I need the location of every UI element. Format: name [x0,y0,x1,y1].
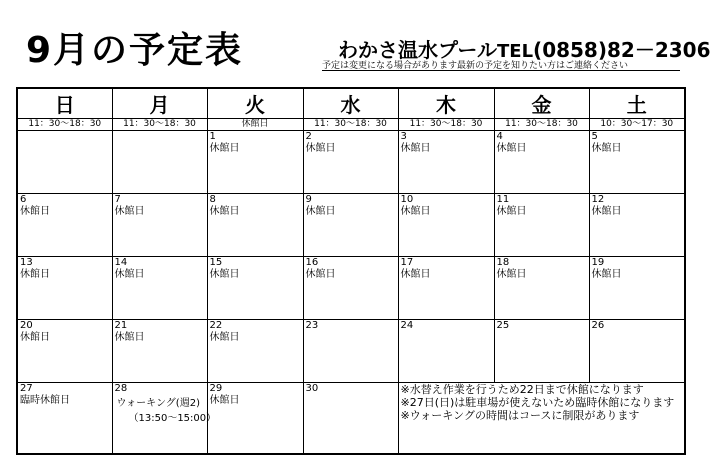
opening-hours: 11：30～18：30 [303,119,398,131]
day-number: 10 [400,194,414,205]
day-cell [398,320,494,383]
day-status: 休館日 [114,332,145,343]
day-cell [207,131,303,194]
day-cell [398,194,494,257]
day-number: 15 [209,257,223,268]
day-number: 27 [20,383,33,394]
opening-hours: 11：30～18：30 [112,119,207,131]
day-number: 16 [305,257,319,268]
day-status: 休館日 [305,269,336,280]
day-number: 7 [114,194,121,205]
day-status: 休館日 [496,269,527,280]
day-status: 休館日 [591,269,622,280]
day-status: 休館日 [114,206,145,217]
day-status: 臨時休館日 [20,395,70,406]
day-cell [589,257,685,320]
day-cell [112,194,207,257]
day-status: 休館日 [400,143,431,154]
tel-number: (0858)82－2306 [533,38,711,62]
day-cell [112,257,207,320]
day-number: 1 [209,131,216,142]
day-cell [398,257,494,320]
opening-hours: 11：30～18：30 [398,119,494,131]
day-cell [17,383,112,455]
day-status: 休館日 [209,332,240,343]
day-number: 19 [591,257,605,268]
week-row [17,320,685,383]
day-number: 21 [114,320,128,331]
day-number: 29 [209,383,223,394]
opening-hours: 休館日 [207,119,303,131]
weekday-header: 水 [303,88,398,119]
weekday-header: 木 [398,88,494,119]
opening-hours: 10：30～17：30 [589,119,685,131]
header-note: 予定は変更になる場合があります最新の予定を知りたい方はご連絡ください [322,61,629,71]
note-item: ※ウォーキングの時間はコースに制限があります [400,409,640,422]
day-number: 5 [591,131,598,142]
page-title: 9月の予定表 [26,30,244,71]
notes-cell [398,383,685,455]
day-number: 11 [496,194,510,205]
day-number: 4 [496,131,503,142]
day-cell [303,383,398,455]
day-cell [17,320,112,383]
day-number: 23 [305,320,319,331]
weekday-header: 日 [17,88,112,119]
note-item: ※水替え作業を行うため22日まで休館になります [400,383,644,396]
day-cell [398,131,494,194]
weekday-header: 金 [494,88,589,119]
tel-label: TEL [497,41,534,62]
pool-name: わかさ温水プール [338,38,497,62]
day-status: 休館日 [20,206,50,217]
day-number: 22 [209,320,223,331]
day-cell [207,383,303,455]
weekday-header: 土 [589,88,685,119]
day-status: 休館日 [591,206,622,217]
day-status: 休館日 [496,143,527,154]
day-status: 休館日 [209,143,240,154]
day-status: 休館日 [305,143,336,154]
day-number: 8 [209,194,216,205]
day-number: 13 [20,257,33,268]
day-cell [207,320,303,383]
day-status: 休館日 [305,206,336,217]
weekday-row [17,88,685,119]
week-row [17,194,685,257]
day-cell [589,131,685,194]
day-number: 17 [400,257,414,268]
week-row [17,131,685,194]
day-cell [207,257,303,320]
day-cell [494,257,589,320]
day-status: 休館日 [400,206,431,217]
day-status: 休館日 [591,143,622,154]
day-cell [494,194,589,257]
day-cell [207,194,303,257]
day-number: 18 [496,257,510,268]
day-cell [303,131,398,194]
weekday-header: 火 [207,88,303,119]
day-number: 9 [305,194,312,205]
day-status: 休館日 [114,269,145,280]
day-number: 12 [591,194,605,205]
opening-hours: 11：30～18：30 [494,119,589,131]
day-number: 24 [400,320,414,331]
day-status: 休館日 [20,332,50,343]
day-status: 休館日 [20,269,50,280]
day-cell [17,257,112,320]
day-cell [17,194,112,257]
day-cell [589,320,685,383]
note-item: ※27日(日)は駐車場が使えないため臨時休館になります [400,396,675,409]
walking-event: ウォーキング(週2) [116,398,200,409]
day-cell [494,131,589,194]
day-number: 30 [305,383,319,394]
day-cell [494,320,589,383]
day-status: 休館日 [209,269,240,280]
day-cell [112,131,207,194]
day-status: 休館日 [209,206,240,217]
week-row [17,383,685,455]
day-cell [303,194,398,257]
day-status: 休館日 [209,395,240,406]
day-number: 28 [114,383,128,394]
calendar-table [16,87,686,455]
day-cell [303,320,398,383]
day-status: 休館日 [400,269,431,280]
header-underline [322,70,680,71]
day-number: 14 [114,257,128,268]
day-cell [17,131,112,194]
day-number: 25 [496,320,510,331]
walking-event-time: （13:50～15:00） [128,413,217,424]
day-cell [303,257,398,320]
day-cell [589,194,685,257]
day-number: 3 [400,131,407,142]
day-number: 6 [20,194,27,205]
day-status: 休館日 [496,206,527,217]
hours-row [17,119,685,131]
day-number: 20 [20,320,33,331]
weekday-header: 月 [112,88,207,119]
day-cell [112,320,207,383]
day-number: 26 [591,320,605,331]
week-row [17,257,685,320]
opening-hours: 11：30～18：30 [17,119,112,131]
day-number: 2 [305,131,312,142]
